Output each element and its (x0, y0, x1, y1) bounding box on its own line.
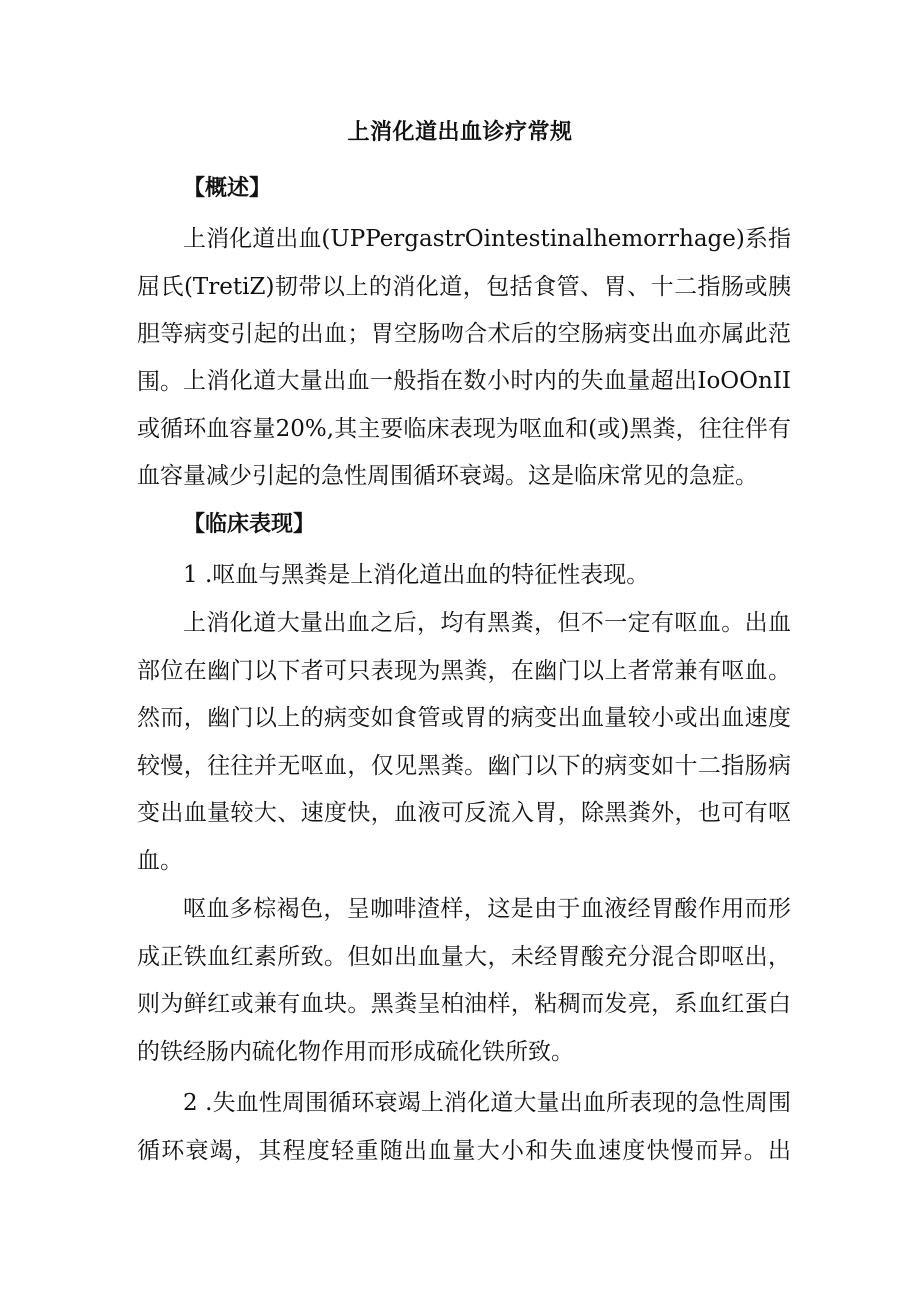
document-title: 上消化道出血诊疗常规 (347, 120, 573, 145)
paragraph-clinical-coffee-ground: 呕血多棕褐色，呈咖啡渣样，这是由于血液经胃酸作用而形成正铁血红素所致。但如出血量大，未经胃酸充分混合即呕出，则为鲜红或兼有血块。黑粪呈柏油样，粘稠而发亮，系血红蛋白的铁经肠内硫化物作用而形成硫化铁所致。 (137, 896, 791, 1065)
paragraph-overview-massive-bleeding: 上消化道大量出血一般指在数小时内的失血量超出IoOOnII或循环血容量20%,其主要临床表现为呕血和(或)黑粪，往往伴有血容量减少引起的急性周围循环衰竭。这是临床常见的急症。 (137, 368, 791, 490)
paragraph-clinical-point-2: 2 .失血性周围循环衰竭上消化道大量出血所表现的急性周围循环衰竭，其程度轻重随出血量大小和失血速度快慢而异。出 (137, 1090, 791, 1164)
paragraph-clinical-point-1: 1 .呕血与黑粪是上消化道出血的特征性表现。 (183, 562, 650, 588)
paragraph-clinical-hematemesis-melena: 上消化道大量出血之后，均有黑粪，但不一定有呕血。出血部位在幽门以下者可只表现为黑粪，在幽门以上者常兼有呕血。然而，幽门以上的病变如食管或胃的病变出血量较小或出血速度较慢，往往并无呕血，仅见黑粪。幽门以下的病变如十二指肠病变出血量较大、速度快，血液可反流入胃，除黑粪外，也可有呕血。 (137, 610, 791, 874)
section-heading-overview: 【概述】 (183, 176, 272, 201)
section-heading-clinical: 【临床表现】 (183, 512, 316, 537)
paragraph-overview-definition: 上消化道出血(UPPergastrOintestinalhemorrhage)系指屈氏(TretiZ)韧带以上的消化道，包括食管、胃、十二指肠或胰胆等病变引起的出血；胃空肠吻合术后的空肠病变出血亦属此范围。 (137, 226, 791, 395)
